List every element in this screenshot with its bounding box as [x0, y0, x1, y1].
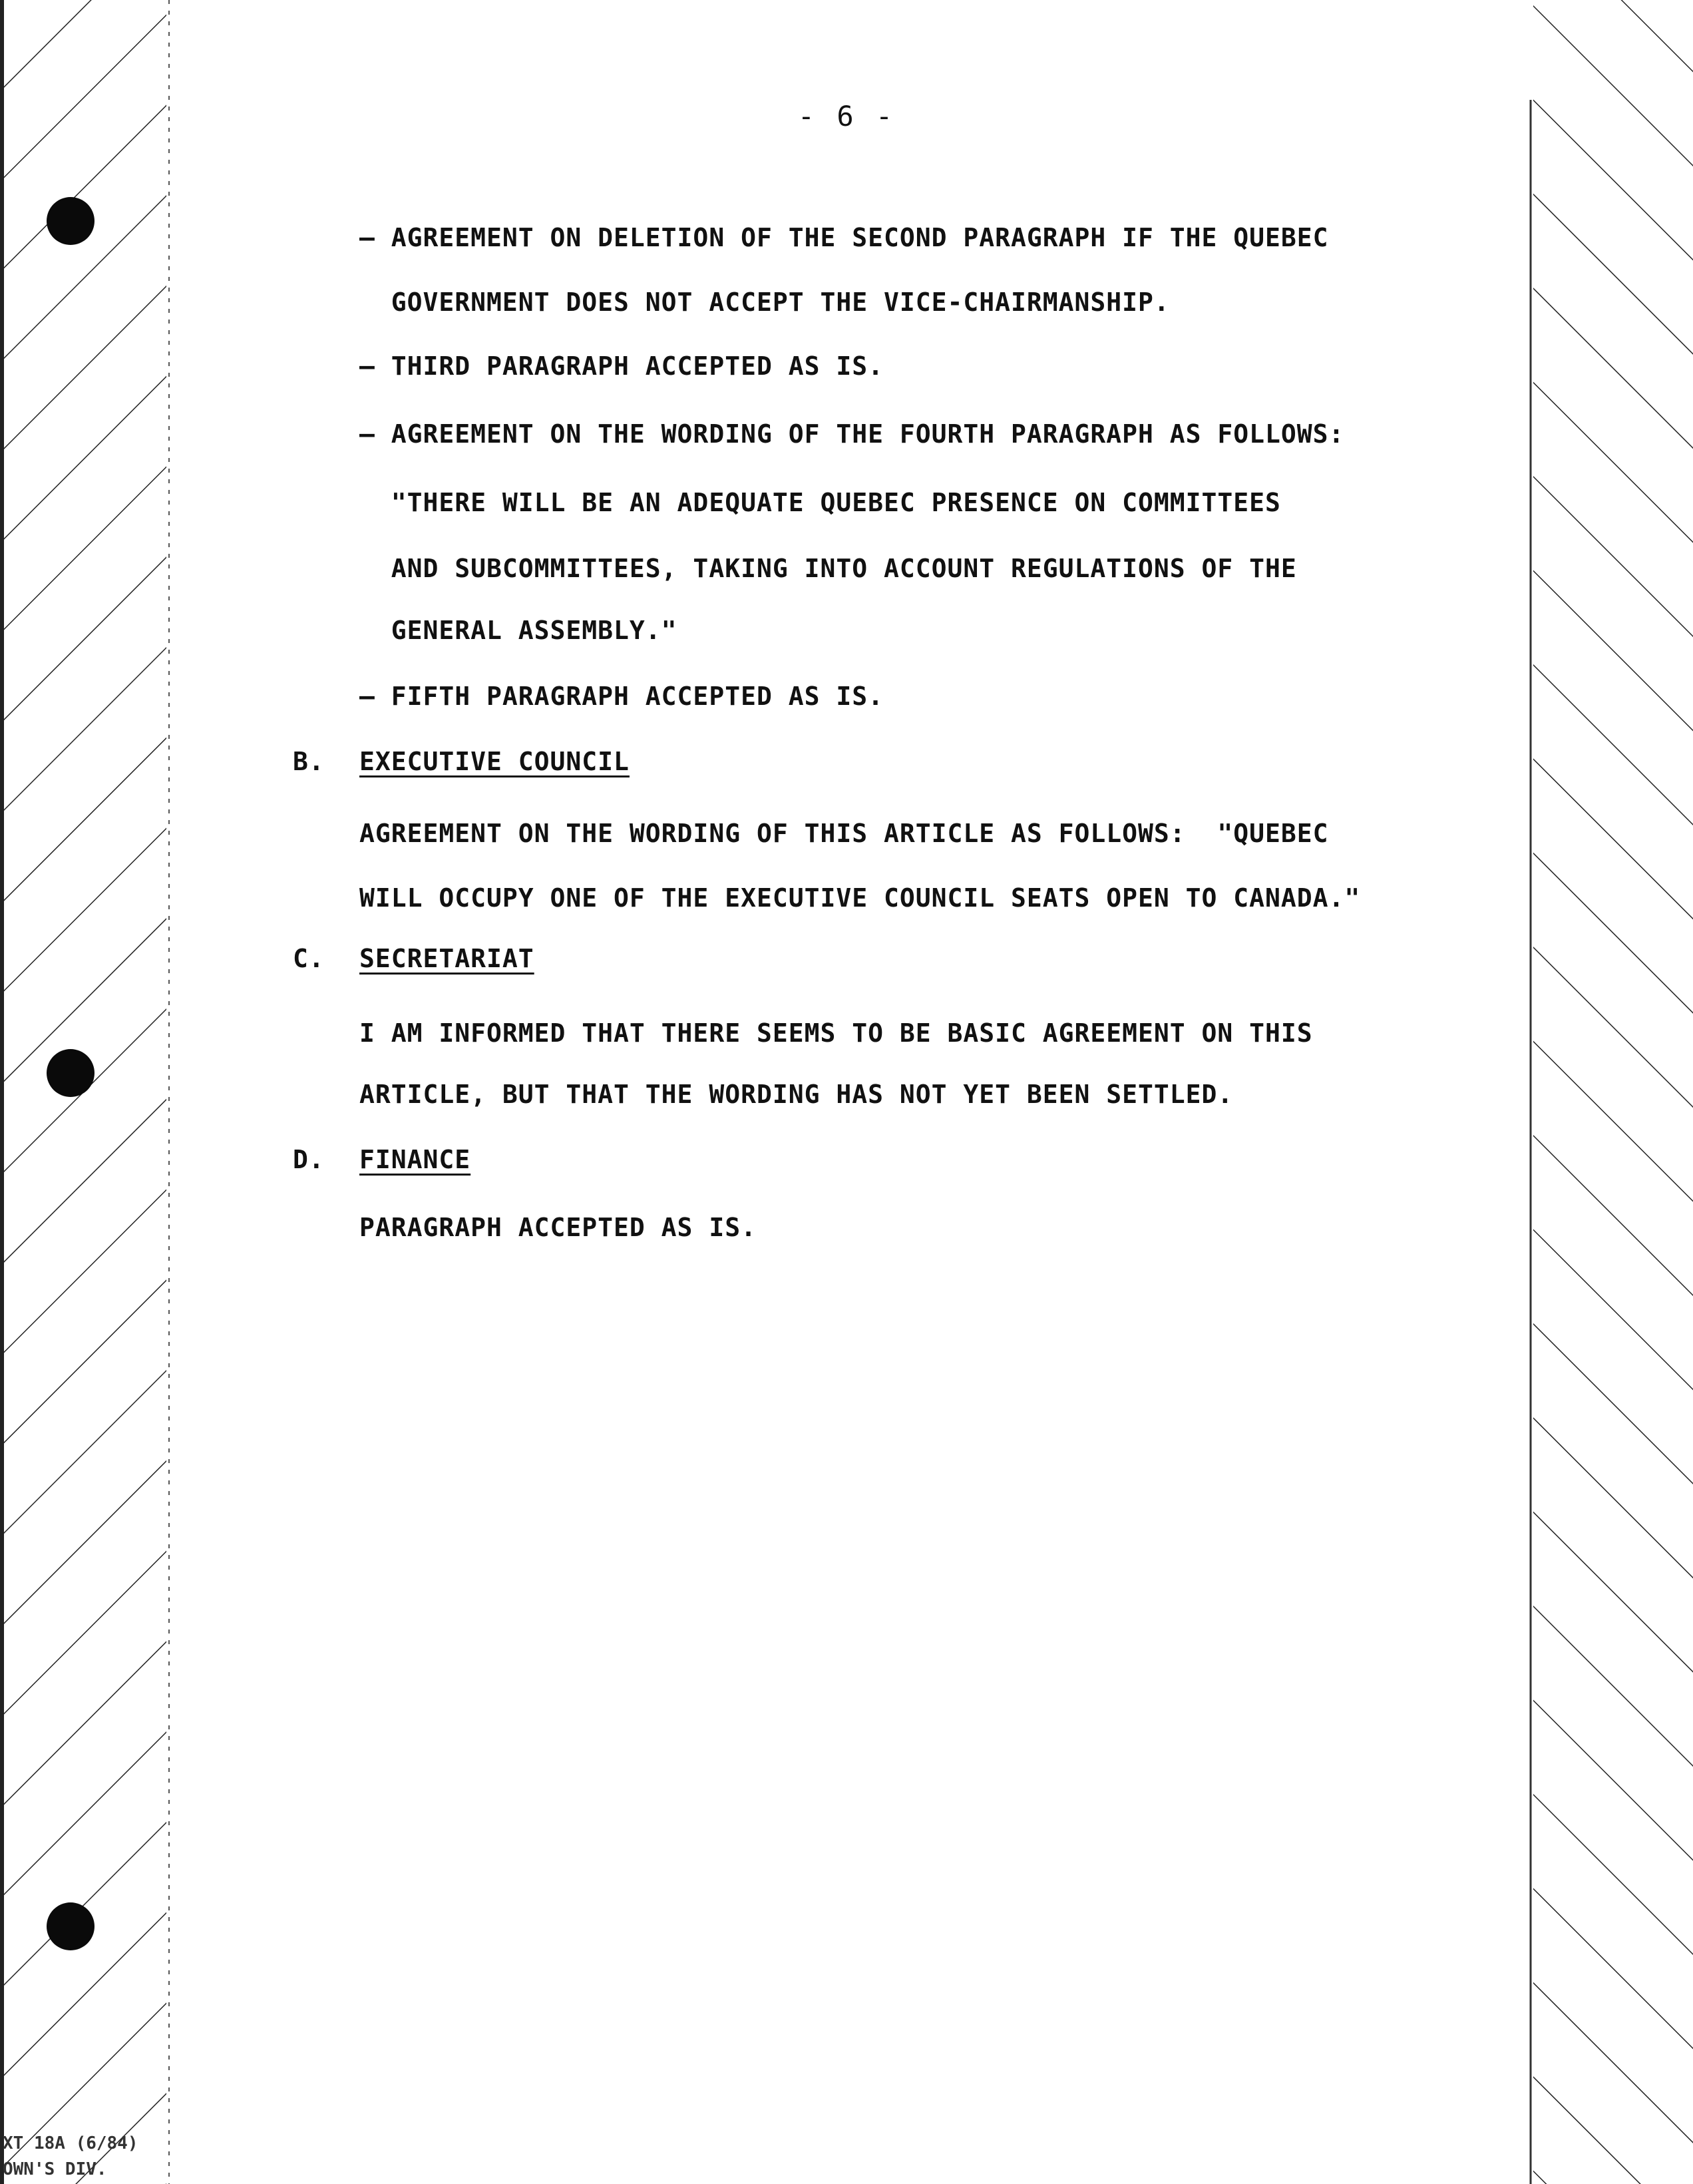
section-c-line: ARTICLE, BUT THAT THE WORDING HAS NOT YET BEEN SETTLED. [359, 1080, 1234, 1109]
section-a-line: "THERE WILL BE AN ADEQUATE QUEBEC PRESENCE ON COMMITTEES [359, 488, 1281, 517]
section-a-line: GENERAL ASSEMBLY." [359, 616, 677, 645]
punch-hole-middle [47, 1049, 94, 1097]
section-b-line: WILL OCCUPY ONE OF THE EXECUTIVE COUNCIL SEATS OPEN TO CANADA." [359, 883, 1361, 913]
section-a-line: AND SUBCOMMITTEES, TAKING INTO ACCOUNT REGULATIONS OF THE [359, 554, 1297, 583]
section-letter: B. [293, 747, 325, 776]
section-d-line: PARAGRAPH ACCEPTED AS IS. [359, 1213, 757, 1242]
right-hatched-margin [1527, 0, 1693, 2184]
section-letter: C. [293, 944, 325, 973]
left-hatched-margin [0, 0, 173, 2184]
section-a-line: GOVERNMENT DOES NOT ACCEPT THE VICE-CHAIRMANSHIP. [359, 288, 1170, 317]
section-a-line: – THIRD PARAGRAPH ACCEPTED AS IS. [359, 351, 884, 381]
section-heading: SECRETARIAT [359, 944, 534, 973]
section-a-line: – AGREEMENT ON THE WORDING OF THE FOURTH PARAGRAPH AS FOLLOWS: [359, 419, 1345, 449]
page-number: - 6 - [797, 100, 896, 132]
punch-hole-bottom [47, 1902, 94, 1950]
section-heading: FINANCE [359, 1145, 471, 1174]
section-letter: D. [293, 1145, 325, 1174]
form-stamp-line-2: OWN'S DIV. [3, 2159, 107, 2179]
section-heading: EXECUTIVE COUNCIL [359, 747, 630, 776]
punch-hole-top [47, 197, 94, 245]
section-c-line: I AM INFORMED THAT THERE SEEMS TO BE BASIC AGREEMENT ON THIS [359, 1018, 1313, 1048]
form-stamp-line-1: XT 18A (6/84) [3, 2133, 138, 2153]
section-a-line: – AGREEMENT ON DELETION OF THE SECOND PARAGRAPH IF THE QUEBEC [359, 223, 1329, 252]
section-a-line: – FIFTH PARAGRAPH ACCEPTED AS IS. [359, 682, 884, 711]
section-b-line: AGREEMENT ON THE WORDING OF THIS ARTICLE AS FOLLOWS: "QUEBEC [359, 819, 1329, 848]
